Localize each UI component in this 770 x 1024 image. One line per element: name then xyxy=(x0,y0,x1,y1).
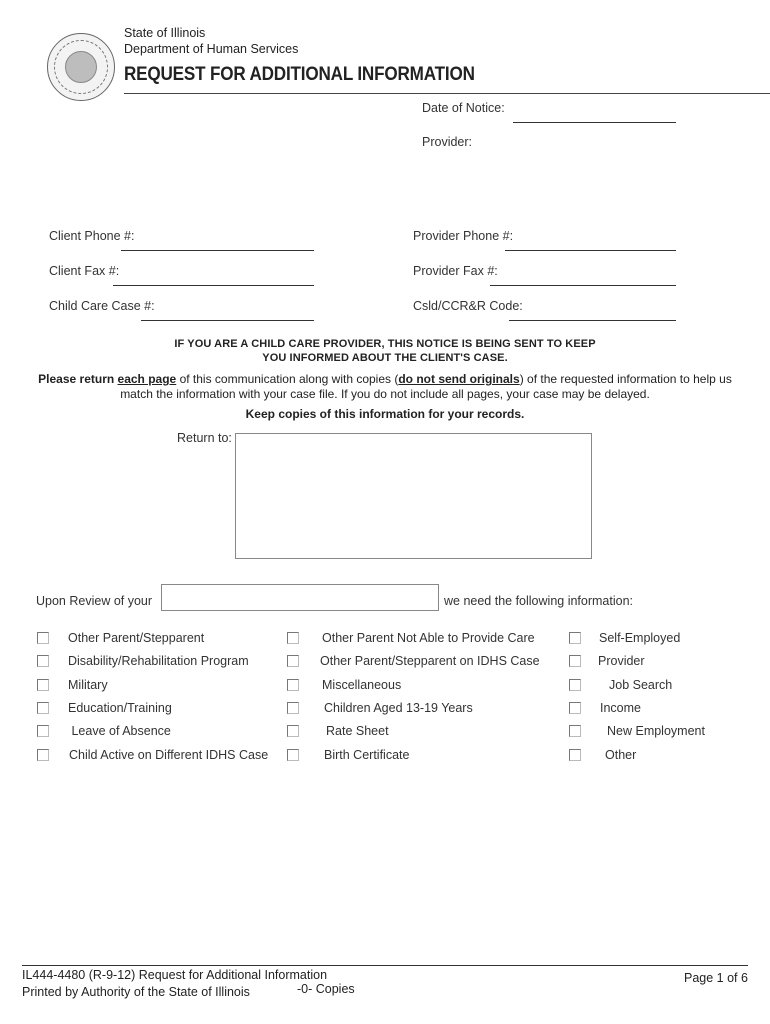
return-instructions xyxy=(0,372,770,402)
checkbox-new-employment[interactable] xyxy=(569,725,581,737)
checkbox-leave-of-absence[interactable] xyxy=(37,725,49,737)
child-care-case-label: Child Care Case #: xyxy=(49,299,155,313)
checkbox-label: Children Aged 13-19 Years xyxy=(324,701,473,715)
checkbox-label: Other Parent/Stepparent on IDHS Case xyxy=(320,654,540,668)
checkbox-rate-sheet[interactable] xyxy=(287,725,299,737)
checkbox-other-parent-not-able[interactable] xyxy=(287,632,299,644)
form-id: IL444-4480 (R-9-12) Request for Additional Information xyxy=(22,968,328,982)
do-not-send-originals-text: do not send originals xyxy=(398,372,520,386)
provider-fax-label: Provider Fax #: xyxy=(413,264,498,278)
header-divider xyxy=(124,93,770,94)
checkbox-label: Military xyxy=(68,678,108,692)
checkbox-disability-rehabilitation[interactable] xyxy=(37,655,49,667)
checkbox-self-employed[interactable] xyxy=(569,632,581,644)
checkbox-label: New Employment xyxy=(607,724,705,738)
client-phone-label: Client Phone #: xyxy=(49,229,135,243)
checkbox-label: Birth Certificate xyxy=(324,748,410,762)
need-info-label: we need the following information: xyxy=(444,594,634,608)
please-return-text: Please return xyxy=(38,372,118,386)
checkbox-label: Leave of Absence xyxy=(68,724,171,738)
client-fax-field[interactable] xyxy=(113,285,314,286)
provider-notice xyxy=(0,337,770,365)
checkbox-other-parent-on-idhs-case[interactable] xyxy=(287,655,299,667)
client-phone-field[interactable] xyxy=(121,250,314,251)
child-care-case-field[interactable] xyxy=(141,320,314,321)
instructions-part-2: of this communication along with copies ( xyxy=(176,372,399,386)
notice-line-1: IF YOU ARE A CHILD CARE PROVIDER, THIS NOTICE IS BEING SENT TO KEEP xyxy=(174,338,596,350)
checkbox-label: Other xyxy=(605,748,637,762)
checkbox-other-parent-stepparent[interactable] xyxy=(37,632,49,644)
checkbox-label: Education/Training xyxy=(68,701,172,715)
checkbox-education-training[interactable] xyxy=(37,702,49,714)
checkbox-label: Disability/Rehabilitation Program xyxy=(68,654,249,668)
printed-by-authority: Printed by Authority of the State of Illinois xyxy=(22,985,250,999)
department-name: Department of Human Services xyxy=(124,42,299,56)
checkbox-label: Provider xyxy=(598,654,645,668)
instructions-line-1 xyxy=(0,372,770,387)
notice-line-2: YOU INFORMED ABOUT THE CLIENT'S CASE. xyxy=(262,352,508,364)
review-type-field[interactable] xyxy=(161,584,439,611)
page-number: Page 1 of 6 xyxy=(684,971,748,985)
checkbox-label: Self-Employed xyxy=(599,631,681,645)
each-page-text: each page xyxy=(117,372,177,386)
checkbox-child-active-different-case[interactable] xyxy=(37,749,49,761)
checkbox-income[interactable] xyxy=(569,702,581,714)
checkbox-label: Income xyxy=(600,701,641,715)
checkbox-label: Other Parent/Stepparent xyxy=(68,631,205,645)
csld-code-field[interactable] xyxy=(509,320,676,321)
checkbox-label: Rate Sheet xyxy=(326,724,389,738)
checkbox-job-search[interactable] xyxy=(569,679,581,691)
state-name: State of Illinois xyxy=(124,26,206,40)
provider-label: Provider: xyxy=(422,135,473,149)
checkbox-label: Miscellaneous xyxy=(322,678,402,692)
illinois-state-seal xyxy=(47,33,115,101)
instructions-line-2: match the information with your case file. If you do not include all pages, your case may be delayed. xyxy=(120,387,650,401)
checkbox-provider[interactable] xyxy=(569,655,581,667)
checkbox-birth-certificate[interactable] xyxy=(287,749,299,761)
upon-review-label: Upon Review of your xyxy=(36,594,153,608)
date-of-notice-field[interactable] xyxy=(513,122,676,123)
client-fax-label: Client Fax #: xyxy=(49,264,120,278)
csld-code-label: Csld/CCR&R Code: xyxy=(413,299,523,313)
keep-copies-text: Keep copies of this information for your records. xyxy=(245,407,525,421)
checkbox-miscellaneous[interactable] xyxy=(287,679,299,691)
checkbox-children-aged-13-19[interactable] xyxy=(287,702,299,714)
date-of-notice-label: Date of Notice: xyxy=(422,101,505,115)
footer-divider xyxy=(22,965,748,966)
form-title: REQUEST FOR ADDITIONAL INFORMATION xyxy=(124,64,475,85)
provider-phone-label: Provider Phone #: xyxy=(413,229,514,243)
checkbox-military[interactable] xyxy=(37,679,49,691)
checkbox-label: Job Search xyxy=(609,678,673,692)
seal-center xyxy=(65,51,97,83)
provider-phone-field[interactable] xyxy=(505,250,676,251)
checkbox-label: Child Active on Different IDHS Case xyxy=(69,748,269,762)
return-to-label: Return to: xyxy=(177,431,232,445)
instructions-part-3: ) of the requested information to help us xyxy=(519,372,732,386)
checkbox-label: Other Parent Not Able to Provide Care xyxy=(322,631,535,645)
provider-fax-field[interactable] xyxy=(490,285,676,286)
return-to-address-box[interactable] xyxy=(235,433,592,559)
copies-count: -0- Copies xyxy=(297,982,355,996)
checkbox-other[interactable] xyxy=(569,749,581,761)
